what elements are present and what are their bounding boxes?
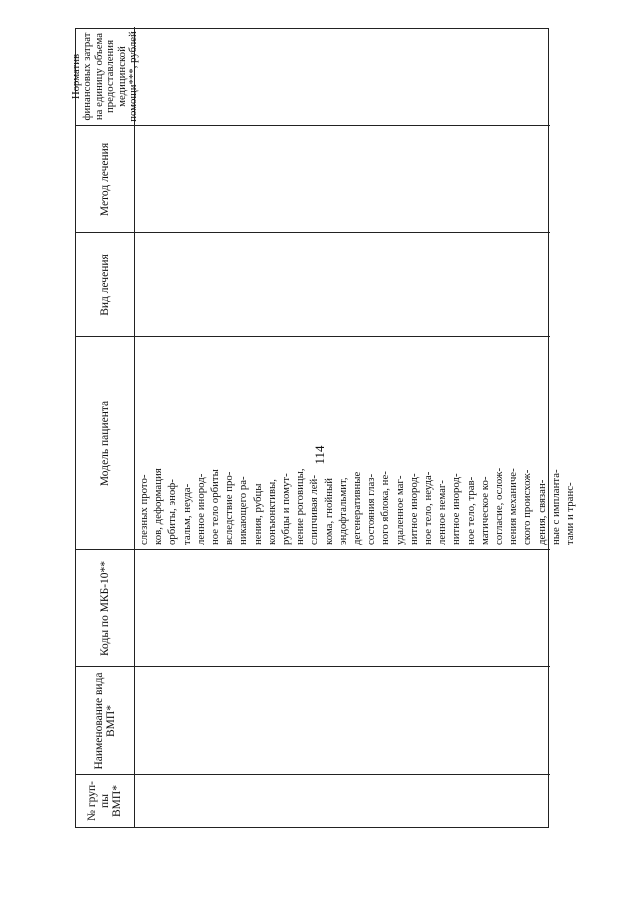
header-vmp-name: Наименование вида ВМП* bbox=[92, 672, 117, 770]
patient-model-line: рубцы и помут- bbox=[280, 473, 293, 545]
header-treatment-method: Метод лечения bbox=[98, 142, 111, 217]
column-divider bbox=[76, 549, 550, 550]
column-divider bbox=[76, 666, 550, 667]
patient-model-line: ленное немаг- bbox=[436, 480, 449, 545]
page-number: 114 bbox=[312, 445, 327, 465]
table-header-row bbox=[69, 27, 139, 827]
patient-model-line: вследствие про- bbox=[223, 471, 236, 545]
patient-model-line: никающего ра- bbox=[237, 476, 250, 545]
table-frame bbox=[69, 28, 577, 828]
patient-model-line: нитное инород- bbox=[450, 473, 463, 545]
header-treatment-type: Вид лечения bbox=[98, 254, 111, 316]
patient-model-line: ные с импланта- bbox=[549, 469, 562, 545]
header-cost-standard: Норматив финансовых затрат на единицу объема предоставления медицинской помощи***, рублей bbox=[69, 31, 139, 122]
patient-model-line: кома, гнойный bbox=[322, 477, 335, 545]
patient-model-cell bbox=[137, 337, 577, 549]
patient-model-line: слезных прото- bbox=[138, 474, 150, 545]
header-group-number: № груп-пы ВМП* bbox=[86, 781, 124, 821]
patient-model-line: ского происхож- bbox=[521, 469, 534, 545]
patient-model-line: тами и транс- bbox=[564, 482, 577, 545]
patient-model-line: нения, рубцы bbox=[251, 483, 264, 545]
patient-model-line: нитное инород- bbox=[407, 473, 420, 545]
patient-model-line: дения, связан- bbox=[535, 479, 548, 545]
patient-model-line: ное тело, трав- bbox=[464, 476, 477, 545]
patient-model-line: состояния глаз- bbox=[365, 473, 378, 545]
column-divider bbox=[76, 774, 550, 775]
patient-model-line: ное тело орбиты bbox=[209, 469, 222, 545]
patient-model-line: нения механиче- bbox=[507, 468, 520, 545]
patient-model-line: ное тело, неуда- bbox=[422, 471, 435, 545]
patient-model-line: слипчивая лей- bbox=[308, 475, 321, 545]
patient-model-line: тальм, неуда- bbox=[180, 483, 193, 545]
patient-model-line: эндофтальмит, bbox=[336, 477, 349, 545]
patient-model-line: согласие, ослож- bbox=[493, 467, 506, 545]
header-icd-codes: Коды по МКБ-10** bbox=[98, 560, 111, 657]
column-divider bbox=[76, 232, 550, 233]
patient-model-line: удаленное маг- bbox=[393, 475, 406, 545]
patient-model-line: конъюнктивы, bbox=[265, 479, 278, 545]
patient-model-line: ков, деформация bbox=[152, 468, 165, 545]
header-patient-model: Модель пациента bbox=[98, 400, 111, 487]
patient-model-line: ного яблока, не- bbox=[379, 471, 392, 545]
vmp-table bbox=[69, 28, 577, 828]
patient-model-line: ленное инород- bbox=[194, 473, 207, 545]
patient-model-line: нение роговицы, bbox=[294, 468, 307, 545]
patient-model-line: матическое ко- bbox=[478, 476, 491, 545]
column-divider bbox=[76, 125, 550, 126]
patient-model-line: дегенеративные bbox=[351, 471, 364, 545]
patient-model-line: орбиты, эноф- bbox=[166, 479, 179, 545]
